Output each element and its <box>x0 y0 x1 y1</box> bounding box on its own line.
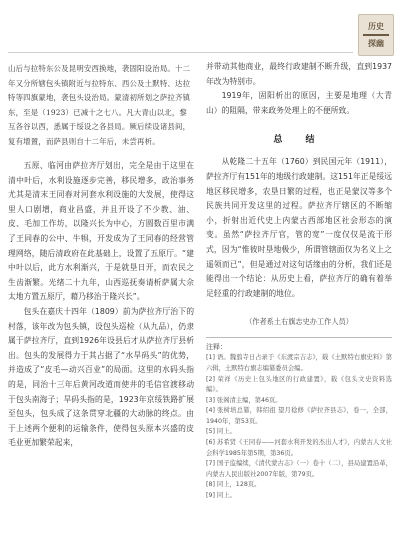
notes-title: 注释： <box>206 343 227 352</box>
note-item: [3] 张阁清主编，第46页。 <box>206 396 282 404</box>
section-title: 总 结 <box>273 135 325 146</box>
notes-list <box>206 353 392 501</box>
spacer <box>8 149 194 159</box>
author-note: （作者系土右旗志史办工作人员） <box>245 317 353 327</box>
header-rule <box>8 52 353 53</box>
badge-line1: 历史 <box>368 22 384 31</box>
note-item: [8] 同上，128页。 <box>206 481 261 489</box>
paragraph-baotou: 包头在嘉庆十四年（1809）前为萨拉齐厅治下的村落，该年改为包头镇，设包头巡检（从九品），仍隶属于萨拉齐厅，直到1926年设县后才从萨拉齐厅县析出。包头的发展得力于其占据了“水旱码头”的优势，并造成了“皮毛—动兴百业”的局面。这里的水码头指的是，同治十三年后黄河改道而使井的毛信官渡移动于包头南海子；旱码头指的是，1923年京绥铁路扩展至包头，包头成了这条贯穿北疆的大动脉的终点。由于上述两个便利的运输条件，使得包头原本兴盛的皮毛业更加繁荣起来， <box>8 306 194 448</box>
note-item: [6] 苏希贤《王同春——河套水利开发的杰出人才》，内蒙古人文社会科学1985年第5期，第36页。 <box>206 439 392 457</box>
historical-quote: 山后与拉特东公及昆明安西换地，袭固阳设治局。十二年又分所辖包头镇附近与拉特东、西公及土默特、达拉特等四旗蒙地，袭包头设治局。蒙清初所划之萨拉齐镇东，至是（1923）已减十之七八。凡大青山以北，黎互各谷以西，悉属于绥设之各县局。厥后续设诸县间，复有增置，而萨县则自十二年后，未尝再析。 <box>8 64 191 146</box>
right-column <box>206 60 392 502</box>
left-column <box>8 60 194 451</box>
paragraph-wuyuan: 五原、临河由萨拉齐厅划出，完全是由于这里在清中叶后，水利设施逐步完善，移民增多，政治事务尤其是清末王同春对河套水利设施的大发展，使得这里人口剧增，商业昌盛，并且开设了不少教、油、皮、毛加工作坊，以隆兴长为中心，方圆数百里市满了王同春的公中、牛犋，开发成为了王同春的经营管理网络，随后清政府在此基础上，设置了五原厅。“建中叶以后，此方水利渐兴，于是就垦日开，而农民之生齿渐繁。光绪二十九年，山西巡抚奏请析萨属大佘太地方置五原厅，藉乃移治于隆兴长”。 <box>8 161 194 302</box>
notes-divider <box>206 337 392 338</box>
paragraph-continued: 并带动其他商业，最终行政建制不断升级，直到1937年改为特别市。 <box>206 62 392 86</box>
note-item: [7] 国子监编续，《清代蒙古志》（一）卷十（二），县局建置沿革，内蒙古人民出版社2007年版，第79页。 <box>206 460 392 478</box>
paragraph-guyang: 1919年，固阳析出的原因，主要是地理（大青山）的阻隔，带来政务处理上的不便所致。 <box>206 91 392 115</box>
badge-line2: 探幽 <box>368 39 384 48</box>
note-item: [9] 同上。 <box>206 492 236 500</box>
note-item: [2] 荣祥《历史上包头地区的行政建置》，载《包头文史资料选编》。 <box>206 375 392 394</box>
column-badge <box>358 14 394 56</box>
note-item: [4] 张树培总纂，韩绍祖 望月稔修《萨拉齐县志》，卷一，全部，1940年，第53页。 <box>206 407 392 425</box>
note-item: [5] 同上。 <box>206 428 236 436</box>
note-item: [1] 语。魏翦寺日占录于《东渡宗吉志》，载《土默特右旗史料》第六辑，土默特右旗志编纂委员会编。 <box>206 354 392 372</box>
badge-divider <box>363 34 389 36</box>
paragraph-conclusion: 从乾隆二十五年（1760）到民国元年（1911），萨拉齐厅有151年的地级行政建制。这151年正是绥远地区移民增多，农垦日繁的过程，也正是蒙汉等多个民族共同开发这里的过程。萨拉齐厅辖区的不断缩小，折射出近代史上内蒙古西部地区社会形态的演变。虽然“萨拉齐厅官，管的宽”一度仅仅是流于形式，因为“惟彼时垦地极少，所谓管辖面仅为名义上之遥领而已”，但是通过对这句话缘由的分析，我们还是能得出一个结论：从历史上看，萨拉齐厅的确有着举足轻重的行政建制的地位。 <box>206 157 392 298</box>
